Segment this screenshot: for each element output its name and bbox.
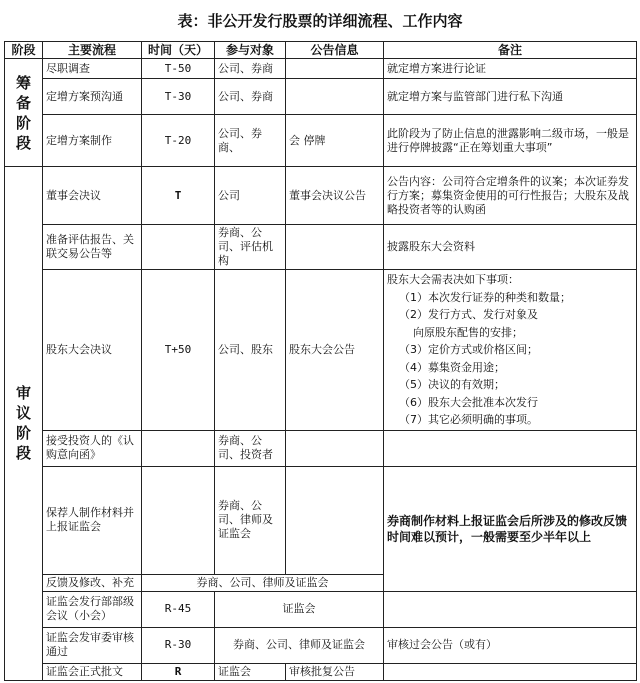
remark-cell: 披露股东大会资料 xyxy=(384,225,637,270)
table-row xyxy=(5,430,637,466)
remark-item: （6）股东大会批准本次发行 xyxy=(399,395,538,409)
page-title: 表：非公开发行股票的详细流程、工作内容 xyxy=(177,12,463,30)
remark-heading: 股东大会需表决如下事项： xyxy=(387,273,519,286)
parties-cell: 证监会 xyxy=(215,663,286,680)
stage-char: 段 xyxy=(15,444,31,463)
header-parties: 参与对象 xyxy=(215,42,286,59)
remark-item: （7）其它必须明确的事项。 xyxy=(399,413,538,426)
process-cell: 股东大会决议 xyxy=(43,270,142,431)
parties-merged-cell: 证监会 xyxy=(215,591,384,627)
stage-prep xyxy=(5,59,43,167)
remark-item: 向原股东配售的安排； xyxy=(413,325,523,339)
remark-cell: 就定增方案进行论证 xyxy=(384,59,637,79)
remark-cell: 审核过会公告（或有） xyxy=(384,627,637,663)
table-row xyxy=(5,79,637,115)
process-cell: 反馈及修改、补充 xyxy=(43,574,142,591)
parties-cell: 券商、公司、律师及证监会 xyxy=(215,466,286,574)
table-row xyxy=(5,663,637,680)
time-cell: T xyxy=(142,167,215,225)
process-cell: 定增方案制作 xyxy=(43,115,142,167)
stage-char: 审 xyxy=(15,384,31,403)
notice-cell xyxy=(286,430,384,466)
parties-cell: 公司、券商 xyxy=(215,59,286,79)
notice-cell xyxy=(286,466,384,574)
parties-cell: 公司、券商、 xyxy=(215,115,286,167)
notice-cell: 董事会决议公告 xyxy=(286,167,384,225)
table-row xyxy=(5,115,637,167)
table-row xyxy=(5,591,637,627)
parties-cell: 公司、券商 xyxy=(215,79,286,115)
parties-cell: 券商、公司、投资者 xyxy=(215,430,286,466)
notice-cell: 审核批复公告 xyxy=(286,663,384,680)
time-cell: T-20 xyxy=(142,115,215,167)
stage-char: 段 xyxy=(15,133,31,152)
time-cell: T+50 xyxy=(142,270,215,431)
time-cell: T-30 xyxy=(142,79,215,115)
remark-cell xyxy=(384,430,637,466)
remark-cell xyxy=(384,663,637,680)
process-cell: 准备评估报告、关联交易公告等 xyxy=(43,225,142,270)
parties-merged-cell: 券商、公司、律师及证监会 xyxy=(215,627,384,663)
process-cell: 证监会正式批文 xyxy=(43,663,142,680)
time-cell xyxy=(142,225,215,270)
parties-cell: 券商、公司、评估机构 xyxy=(215,225,286,270)
header-remark: 备注 xyxy=(384,42,637,59)
notice-cell xyxy=(286,59,384,79)
remark-item: （2）发行方式、发行对象及 xyxy=(399,308,538,321)
table-row xyxy=(5,59,637,79)
remark-cell: 此阶段为了防止信息的泄露影响二级市场，一般是进行停牌披露“正在筹划重大事项” xyxy=(384,115,637,167)
stage-review xyxy=(5,167,43,681)
remark-cell xyxy=(384,270,637,431)
header-notice: 公告信息 xyxy=(286,42,384,59)
notice-cell: 股东大会公告 xyxy=(286,270,384,431)
remark-cell: 券商制作材料上报证监会后所涉及的修改反馈时间难以预计，一般需要至少半年以上 xyxy=(384,466,637,591)
remark-item: （1）本次发行证券的种类和数量； xyxy=(399,290,571,304)
time-cell: T-50 xyxy=(142,59,215,79)
process-cell: 接受投资人的《认购意向函》 xyxy=(43,430,142,466)
table-row xyxy=(5,627,637,663)
header-process: 主要流程 xyxy=(43,42,142,59)
time-cell xyxy=(142,466,215,574)
stage-char: 阶 xyxy=(15,424,31,443)
process-cell: 董事会决议 xyxy=(43,167,142,225)
parties-cell: 公司、股东 xyxy=(215,270,286,431)
remark-cell: 就定增方案与监管部门进行私下沟通 xyxy=(384,79,637,115)
time-cell: R-45 xyxy=(142,591,215,627)
header-stage: 阶段 xyxy=(5,42,43,59)
remark-item: （4）募集资金用途； xyxy=(399,360,505,374)
process-cell: 证监会发行部部级会议（小会） xyxy=(43,591,142,627)
time-cell: R xyxy=(142,663,215,680)
table-header-row xyxy=(5,42,637,59)
parties-cell: 公司 xyxy=(215,167,286,225)
process-cell: 保荐人制作材料并上报证监会 xyxy=(43,466,142,574)
stage-char: 备 xyxy=(15,93,31,112)
time-cell: R-30 xyxy=(142,627,215,663)
stage-char: 议 xyxy=(15,404,31,423)
remark-item: （5）决议的有效期； xyxy=(399,378,505,391)
stage-char: 筹 xyxy=(15,73,31,92)
header-time: 时间（天） xyxy=(142,42,215,59)
table-row xyxy=(5,270,637,431)
remark-item: （3）定价方式或价格区间； xyxy=(399,343,538,356)
table-row xyxy=(5,167,637,225)
parties-merged-cell: 券商、公司、律师及证监会 xyxy=(142,574,384,591)
process-cell: 证监会发审委审核通过 xyxy=(43,627,142,663)
table-row xyxy=(5,225,637,270)
remark-cell: 公告内容：公司符合定增条件的议案；本次证券发行方案；募集资金使用的可行性报告；大股东及战略投资者等的认购函 xyxy=(384,167,637,225)
stage-char: 阶 xyxy=(15,113,31,132)
notice-cell: 会 停牌 xyxy=(286,115,384,167)
remark-cell xyxy=(384,591,637,627)
process-cell: 尽职调查 xyxy=(43,59,142,79)
notice-cell xyxy=(286,79,384,115)
table-row xyxy=(5,466,637,574)
process-table xyxy=(4,41,637,681)
process-cell: 定增方案预沟通 xyxy=(43,79,142,115)
time-cell xyxy=(142,430,215,466)
notice-cell xyxy=(286,225,384,270)
